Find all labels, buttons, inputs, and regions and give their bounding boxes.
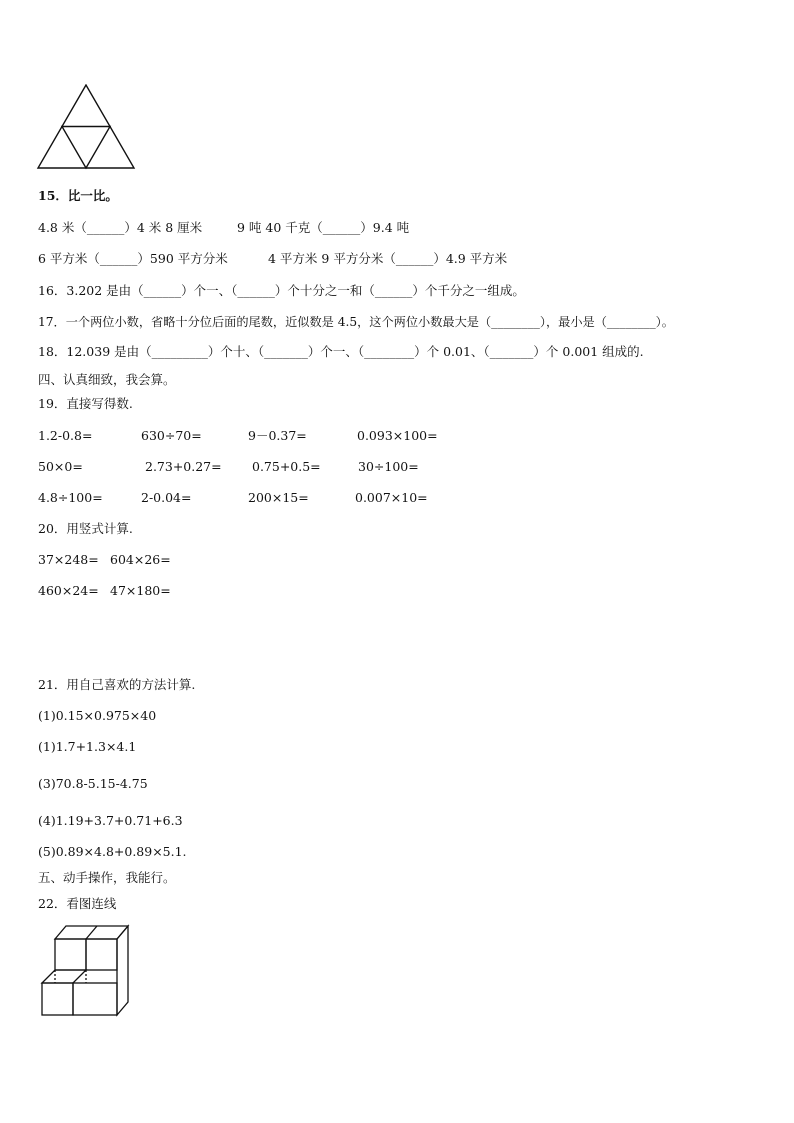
q15-compare-2a: 6 平方米（______）590 平方分米: [38, 251, 228, 266]
q19-title: 19．直接写得数.: [38, 396, 133, 411]
q19-item: 4.8÷100=: [38, 490, 103, 505]
section-5-heading: 五、动手操作，我能行。: [38, 870, 176, 885]
q21-item: (4)1.19+3.7+0.71+6.3: [38, 813, 183, 828]
q19-item: 0.75+0.5=: [252, 459, 321, 474]
q19-item: 30÷100=: [358, 459, 419, 474]
q22-title: 22．看图连线: [38, 896, 117, 911]
q19-item: 0.007×10=: [355, 490, 428, 505]
q20-title: 20．用竖式计算.: [38, 521, 133, 536]
q20-item: 460×24=: [38, 583, 99, 598]
q19-item: 2-0.04=: [141, 490, 192, 505]
q21-item: (1)0.15×0.975×40: [38, 708, 157, 723]
q20-item: 47×180=: [110, 583, 171, 598]
triangle-figure: [36, 84, 136, 170]
q16: 16．3.202 是由（______）个一、（______）个十分之一和（______）个千分之一组成。: [38, 283, 525, 298]
q19-item: 9－0.37=: [248, 428, 307, 443]
q19-item: 0.093×100=: [357, 428, 438, 443]
q19-item: 50×0=: [38, 459, 83, 474]
q20-item: 37×248=: [38, 552, 99, 567]
q19-item: 2.73+0.27=: [145, 459, 222, 474]
q20-item: 604×26=: [110, 552, 171, 567]
q18: 18．12.039 是由（_________）个十、（_______）个一、（________）个 0.01、（_______）个 0.001 组成的.: [38, 344, 644, 359]
q21-title: 21．用自己喜欢的方法计算.: [38, 677, 196, 692]
q19-item: 1.2-0.8=: [38, 428, 93, 443]
cubes-figure: [38, 922, 134, 1020]
q15-compare-2b: 4 平方米 9 平方分米（______）4.9 平方米: [268, 251, 508, 266]
q21-item: (1)1.7+1.3×4.1: [38, 739, 137, 754]
q17: 17．一个两位小数，省略十分位后面的尾数，近似数是 4.5，这个两位小数最大是（________），最小是（________）。: [38, 315, 674, 329]
q19-item: 630÷70=: [141, 428, 202, 443]
q15-title: 15．比一比。: [38, 188, 118, 203]
q15-compare-1b: 9 吨 40 千克（______）9.4 吨: [237, 220, 410, 235]
q19-item: 200×15=: [248, 490, 309, 505]
q15-compare-1a: 4.8 米（______）4 米 8 厘米: [38, 220, 203, 235]
section-4-heading: 四、认真细致，我会算。: [38, 372, 176, 387]
q21-item: (5)0.89×4.8+0.89×5.1.: [38, 844, 187, 859]
q21-item: (3)70.8-5.15-4.75: [38, 776, 148, 791]
